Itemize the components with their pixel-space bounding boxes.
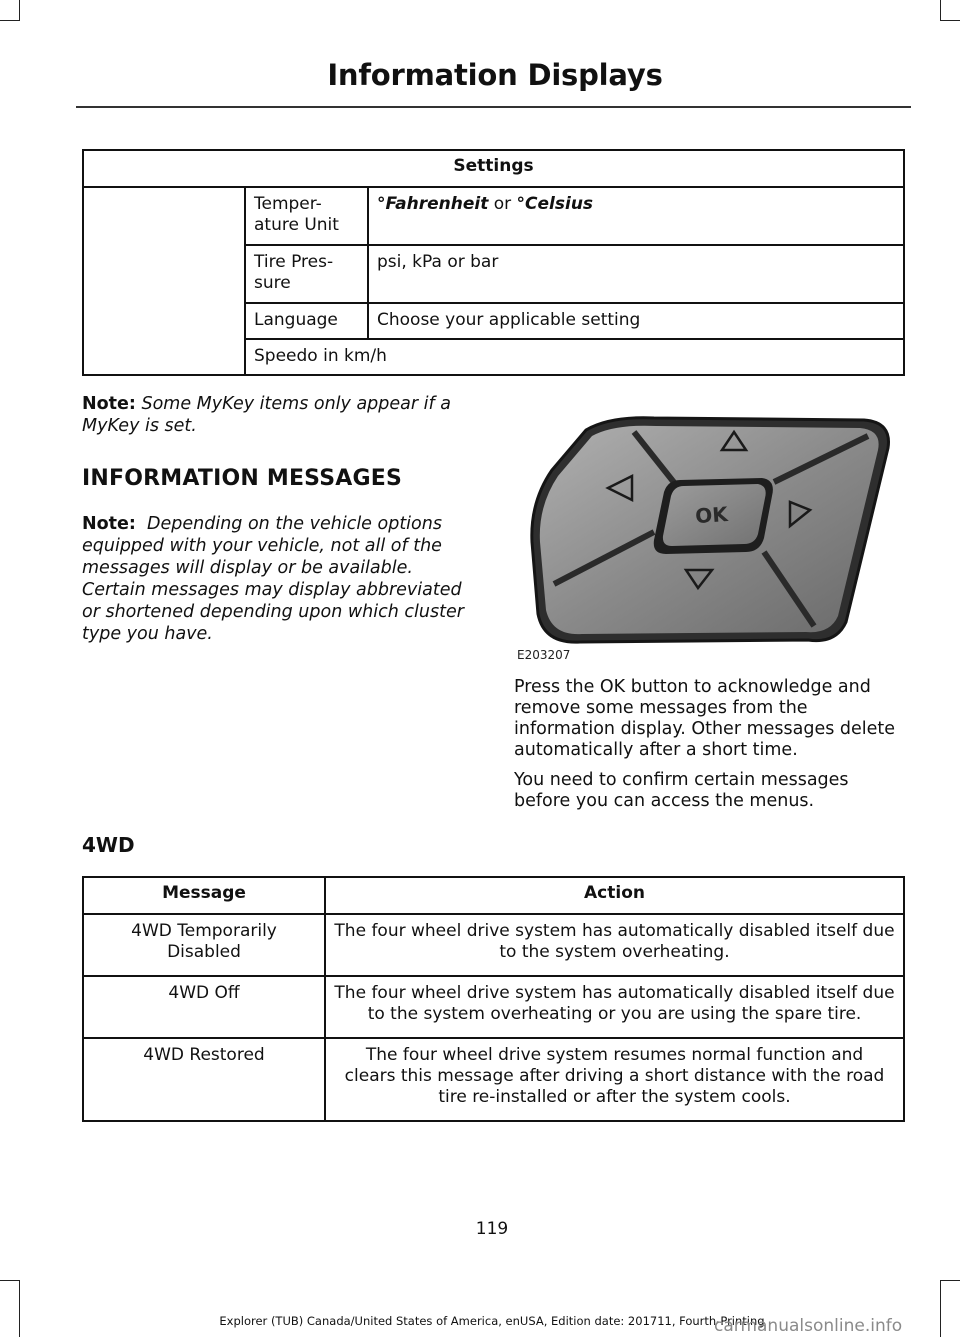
settings-heading: Settings	[83, 150, 904, 187]
crop-mark	[19, 0, 20, 21]
page-number: 119	[475, 1219, 509, 1239]
table-row	[83, 914, 904, 976]
settings-value: Choose your applicable setting	[368, 303, 904, 339]
value-fahrenheit: °Fahrenheit	[377, 194, 489, 214]
table-row	[83, 1038, 904, 1121]
steering-wheel-ok-button-figure	[514, 392, 906, 668]
crop-mark	[940, 1280, 960, 1281]
note-text: Some MyKey items only appear if a MyKey is set.	[82, 394, 451, 436]
column-header-action: Action	[325, 877, 904, 914]
settings-label: Language	[245, 303, 368, 339]
crop-mark	[0, 20, 20, 21]
crop-mark	[940, 20, 960, 21]
figure-id: E203207	[517, 648, 571, 662]
title-divider	[76, 106, 911, 108]
message-cell: 4WD Off	[83, 976, 325, 1038]
note-text: Depending on the vehicle options equipped with your vehicle, not all of the messages will display or be available. Certain messages may display abbreviated or shortened depending upon which cluster type you have.	[82, 514, 470, 644]
table-row	[83, 976, 904, 1038]
settings-full-row: Speedo in km/h	[245, 339, 904, 375]
page-title: Information Displays	[327, 58, 663, 92]
table-row	[83, 187, 904, 245]
section-heading: INFORMATION MESSAGES	[82, 466, 403, 491]
settings-label	[245, 187, 368, 245]
4wd-messages-table	[82, 876, 905, 1122]
message-cell	[83, 914, 325, 976]
settings-value: psi, kPa or bar	[368, 245, 904, 303]
ok-instructions-paragraph: Press the OK button to acknowledge and remove some messages from the information display. Other messages delete automatically after a short time.	[514, 677, 896, 760]
label-line: Tire Pres- sure	[254, 252, 334, 293]
crop-mark	[19, 1280, 20, 1337]
action-cell: The four wheel drive system has automatically disabled itself due to the system overheating or you are using the spare tire.	[325, 976, 904, 1038]
mykey-note	[82, 393, 482, 437]
action-cell: The four wheel drive system has automatically disabled itself due to the system overheating.	[325, 914, 904, 976]
crop-mark	[940, 0, 941, 21]
note-label: Note:	[82, 394, 136, 414]
settings-empty-cell	[83, 187, 245, 375]
settings-table	[82, 149, 905, 376]
options-note	[82, 513, 482, 645]
settings-value	[368, 187, 904, 245]
table-header-row	[83, 150, 904, 187]
value-celsius: °Celsius	[516, 194, 594, 214]
crop-mark	[940, 1280, 941, 1337]
table-header-row	[83, 877, 904, 914]
footer-edition-line: Explorer (TUB) Canada/United States of America, enUSA, Edition date: 201711, Fourth-Printing	[219, 1314, 765, 1328]
subsection-heading: 4WD	[82, 833, 135, 857]
confirm-messages-paragraph: You need to confirm certain messages before you can access the menus.	[514, 770, 849, 811]
column-header-message: Message	[83, 877, 325, 914]
value-joiner: or	[488, 194, 517, 214]
ok-button-label: OK	[694, 501, 729, 529]
note-label: Note:	[82, 514, 136, 534]
watermark: carmanualsonline.info	[714, 1316, 903, 1336]
label-line: Temper- ature Unit	[254, 194, 339, 235]
settings-label	[245, 245, 368, 303]
crop-mark	[0, 1280, 20, 1281]
message-cell: 4WD Restored	[83, 1038, 325, 1121]
message-text: 4WD Temporarily Disabled	[131, 921, 277, 962]
action-cell: The four wheel drive system resumes normal function and clears this message after driving a short distance with the road tire re-installed or after the system cools.	[325, 1038, 904, 1121]
